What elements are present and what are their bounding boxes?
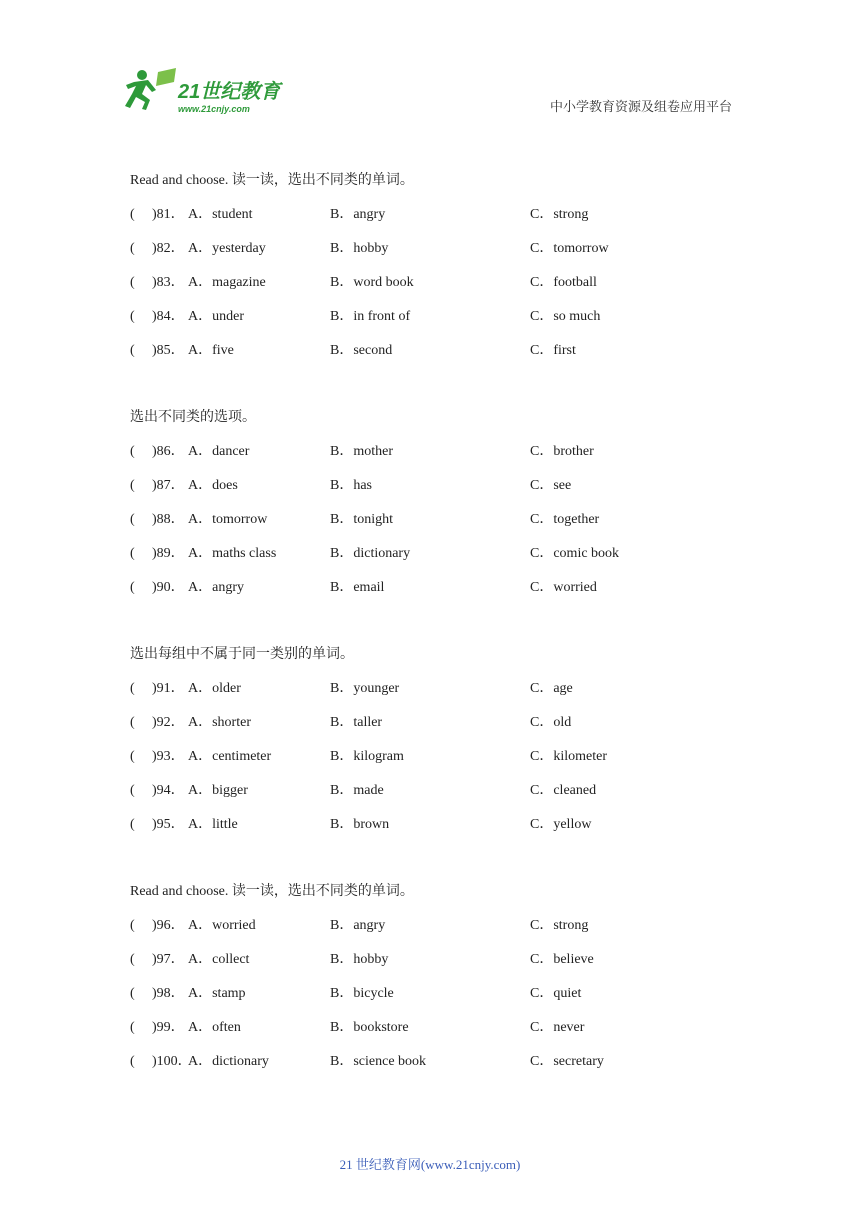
- question-row: [130, 983, 750, 1017]
- option-c: C．believe: [530, 952, 594, 967]
- question-row: [130, 475, 750, 509]
- option-c: C．see: [530, 478, 572, 493]
- question-section: [130, 407, 750, 611]
- option-a: A．stamp: [188, 986, 246, 1001]
- question-section: [130, 644, 750, 848]
- option-a: A．bigger: [188, 783, 248, 798]
- answer-bracket: (: [130, 918, 135, 933]
- question-row: [130, 340, 750, 374]
- question-row: [130, 915, 750, 949]
- option-a: A．shorter: [188, 715, 251, 730]
- option-b: B．angry: [330, 918, 386, 933]
- option-a: A．tomorrow: [188, 512, 268, 527]
- option-a: A．under: [188, 309, 244, 324]
- question-row: [130, 543, 750, 577]
- option-b: B．has: [330, 478, 372, 493]
- question-number: )88．: [152, 512, 185, 527]
- option-b: B．dictionary: [330, 546, 411, 561]
- answer-bracket: (: [130, 478, 135, 493]
- question-row: [130, 1051, 750, 1085]
- option-b: B．email: [330, 580, 385, 595]
- page-footer[interactable]: 21 世纪教育网(www.21cnjy.com): [339, 1157, 521, 1172]
- question-number: )92．: [152, 715, 185, 730]
- option-b: B．bookstore: [330, 1020, 409, 1035]
- question-number: )91．: [152, 681, 185, 696]
- answer-bracket: (: [130, 952, 135, 967]
- option-a: A．yesterday: [188, 241, 266, 256]
- answer-bracket: (: [130, 986, 135, 1001]
- section-title: 选出不同类的选项。: [130, 410, 256, 425]
- option-c: C．strong: [530, 207, 589, 222]
- option-b: B．taller: [330, 715, 383, 730]
- answer-bracket: (: [130, 546, 135, 561]
- option-c: C．kilometer: [530, 749, 607, 764]
- answer-bracket: (: [130, 817, 135, 832]
- question-number: )96．: [152, 918, 185, 933]
- question-row: [130, 204, 750, 238]
- answer-bracket: (: [130, 1054, 135, 1069]
- logo-21cnjy: [118, 66, 298, 118]
- page-header: [118, 66, 738, 122]
- question-number: )84．: [152, 309, 185, 324]
- question-number: )82．: [152, 241, 185, 256]
- option-a: A．maths class: [188, 546, 277, 561]
- option-b: B．angry: [330, 207, 386, 222]
- answer-bracket: (: [130, 715, 135, 730]
- option-c: C．quiet: [530, 986, 582, 1001]
- worksheet-content: [130, 170, 750, 1118]
- question-number: )98．: [152, 986, 185, 1001]
- option-a: A．angry: [188, 580, 244, 595]
- answer-bracket: (: [130, 343, 135, 358]
- option-b: B．mother: [330, 444, 393, 459]
- option-c: C．worried: [530, 580, 597, 595]
- option-a: A．little: [188, 817, 238, 832]
- option-a: A．does: [188, 478, 238, 493]
- option-b: B．word book: [330, 275, 414, 290]
- option-c: C．first: [530, 343, 576, 358]
- option-a: A．dictionary: [188, 1054, 269, 1069]
- question-section: [130, 170, 750, 374]
- option-c: C．together: [530, 512, 600, 527]
- option-b: B．kilogram: [330, 749, 404, 764]
- option-c: C．football: [530, 275, 597, 290]
- option-c: C．brother: [530, 444, 594, 459]
- question-number: )90．: [152, 580, 185, 595]
- question-row: [130, 509, 750, 543]
- question-number: )97．: [152, 952, 185, 967]
- answer-bracket: (: [130, 241, 135, 256]
- question-number: )89．: [152, 546, 185, 561]
- option-b: B．second: [330, 343, 393, 358]
- option-c: C．strong: [530, 918, 589, 933]
- option-c: C．never: [530, 1020, 585, 1035]
- option-a: A．older: [188, 681, 241, 696]
- option-a: A．five: [188, 343, 234, 358]
- question-number: )93．: [152, 749, 185, 764]
- answer-bracket: (: [130, 309, 135, 324]
- option-b: B．brown: [330, 817, 390, 832]
- answer-bracket: (: [130, 444, 135, 459]
- question-row: [130, 577, 750, 611]
- question-section: [130, 881, 750, 1085]
- option-c: C．cleaned: [530, 783, 597, 798]
- option-b: B．in front of: [330, 309, 411, 324]
- option-b: B．made: [330, 783, 384, 798]
- answer-bracket: (: [130, 783, 135, 798]
- option-a: A．collect: [188, 952, 250, 967]
- question-row: [130, 238, 750, 272]
- answer-bracket: (: [130, 512, 135, 527]
- question-number: )100．: [152, 1054, 192, 1069]
- answer-bracket: (: [130, 275, 135, 290]
- option-a: A．student: [188, 207, 253, 222]
- option-c: C．secretary: [530, 1054, 604, 1069]
- answer-bracket: (: [130, 1020, 135, 1035]
- answer-bracket: (: [130, 681, 135, 696]
- option-c: C．yellow: [530, 817, 592, 832]
- question-number: )95．: [152, 817, 185, 832]
- answer-bracket: (: [130, 580, 135, 595]
- section-title: 选出每组中不属于同一类别的单词。: [130, 647, 354, 662]
- question-row: [130, 678, 750, 712]
- option-b: B．hobby: [330, 952, 389, 967]
- option-a: A．worried: [188, 918, 256, 933]
- question-row: [130, 814, 750, 848]
- option-c: C．old: [530, 715, 572, 730]
- question-row: [130, 306, 750, 340]
- option-b: B．bicycle: [330, 986, 394, 1001]
- option-a: A．centimeter: [188, 749, 272, 764]
- question-row: [130, 1017, 750, 1051]
- platform-title: 中小学教育资源及组卷应用平台: [549, 99, 732, 114]
- question-number: )94．: [152, 783, 185, 798]
- option-c: C．comic book: [530, 546, 620, 561]
- question-number: )87．: [152, 478, 185, 493]
- option-c: C．tomorrow: [530, 241, 609, 256]
- logo-subtext: www.21cnjy.com: [178, 104, 250, 114]
- question-row: [130, 272, 750, 306]
- question-row: [130, 441, 750, 475]
- section-title: Read and choose. 读一读，选出不同类的单词。: [130, 173, 414, 188]
- option-b: B．science book: [330, 1054, 427, 1069]
- question-number: )81．: [152, 207, 185, 222]
- option-b: B．tonight: [330, 512, 394, 527]
- question-number: )85．: [152, 343, 185, 358]
- option-a: A．dancer: [188, 444, 250, 459]
- question-row: [130, 712, 750, 746]
- option-c: C．age: [530, 681, 573, 696]
- logo-text: 21世纪教育: [178, 81, 281, 103]
- option-b: B．hobby: [330, 241, 389, 256]
- question-number: )86．: [152, 444, 185, 459]
- question-number: )99．: [152, 1020, 185, 1035]
- answer-bracket: (: [130, 749, 135, 764]
- question-number: )83．: [152, 275, 185, 290]
- option-c: C．so much: [530, 309, 601, 324]
- option-b: B．younger: [330, 681, 400, 696]
- option-a: A．often: [188, 1020, 241, 1035]
- answer-bracket: (: [130, 207, 135, 222]
- question-row: [130, 746, 750, 780]
- question-row: [130, 780, 750, 814]
- section-title: Read and choose. 读一读，选出不同类的单词。: [130, 884, 414, 899]
- question-row: [130, 949, 750, 983]
- option-a: A．magazine: [188, 275, 266, 290]
